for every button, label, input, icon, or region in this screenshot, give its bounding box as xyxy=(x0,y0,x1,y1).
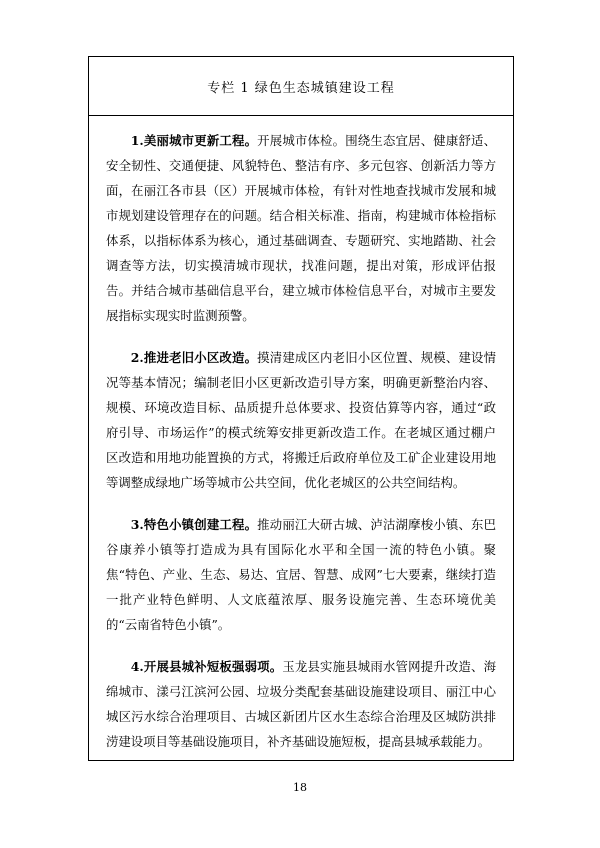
paragraph-heading: 1.美丽城市更新工程。 xyxy=(130,133,258,148)
paragraph-2 xyxy=(106,345,496,495)
paragraph-1 xyxy=(106,128,496,328)
paragraph-text: 摸清建成区内老旧小区位置、规模、建设情况等基本情况；编制老旧小区更新改造引导方案，明确更新整治内容、规模、环境改造目标、品质提升总体要求、投资估算等内容，通过“政府引导、市场运作”的模式统筹安排更新改造工作。在老城区通过棚户区改造和用地功能置换的方式，将搬迁后政府单位及工矿企业建设用地等调整成绿地广场等城市公共空间，优化老城区的公共空间结构。 xyxy=(106,350,497,490)
column-title: 专栏 1 绿色生态城镇建设工程 xyxy=(89,57,513,116)
paragraph-heading: 2.推进老旧小区改造。 xyxy=(130,350,258,365)
paragraph-text: 开展城市体检。围绕生态宜居、健康舒适、安全韧性、交通便捷、风貌特色、整洁有序、多元包容、创新活力等方面，在丽江各市县（区）开展城市体检，有针对性地查找城市发展和城市规划建设管理存在的问题。结合相关标准、指南，构建城市体检指标体系，以指标体系为核心，通过基础调查、专题研究、实地踏勘、社会调查等方法，切实摸清城市现状，找准问题，提出对策，形成评估报告。并结合城市基础信息平台，建立城市体检信息平台，对城市主要发展指标实现实时监测预警。 xyxy=(106,133,497,323)
paragraph-heading: 4.开展县城补短板强弱项。 xyxy=(130,659,283,674)
paragraph-text: 推动丽江大研古城、泸沽湖摩梭小镇、东巴谷康养小镇等打造成为具有国际化水平和全国一流的特色小镇。聚焦“特色、产业、生态、易达、宜居、智慧、成网”七大要素，继续打造一批产业特色鲜明、人文底蕴浓厚、服务设施完善、生态环境优美的“云南省特色小镇”。 xyxy=(106,517,497,632)
paragraph-4 xyxy=(106,654,496,754)
paragraph-heading: 3.特色小镇创建工程。 xyxy=(130,517,258,532)
column-box xyxy=(88,56,514,761)
page-number: 18 xyxy=(293,781,307,794)
paragraph-text: 玉龙县实施县城雨水管网提升改造、海绵城市、漾弓江滨河公园、垃圾分类配套基础设施建设项目、丽江中心城区污水综合治理项目、古城区新团片区水生态综合治理及区城防洪排涝建设项目等基础设施项目，补齐基础设施短板，提高县城承载能力。 xyxy=(106,659,496,749)
paragraph-3 xyxy=(106,512,496,637)
column-content xyxy=(89,116,513,761)
